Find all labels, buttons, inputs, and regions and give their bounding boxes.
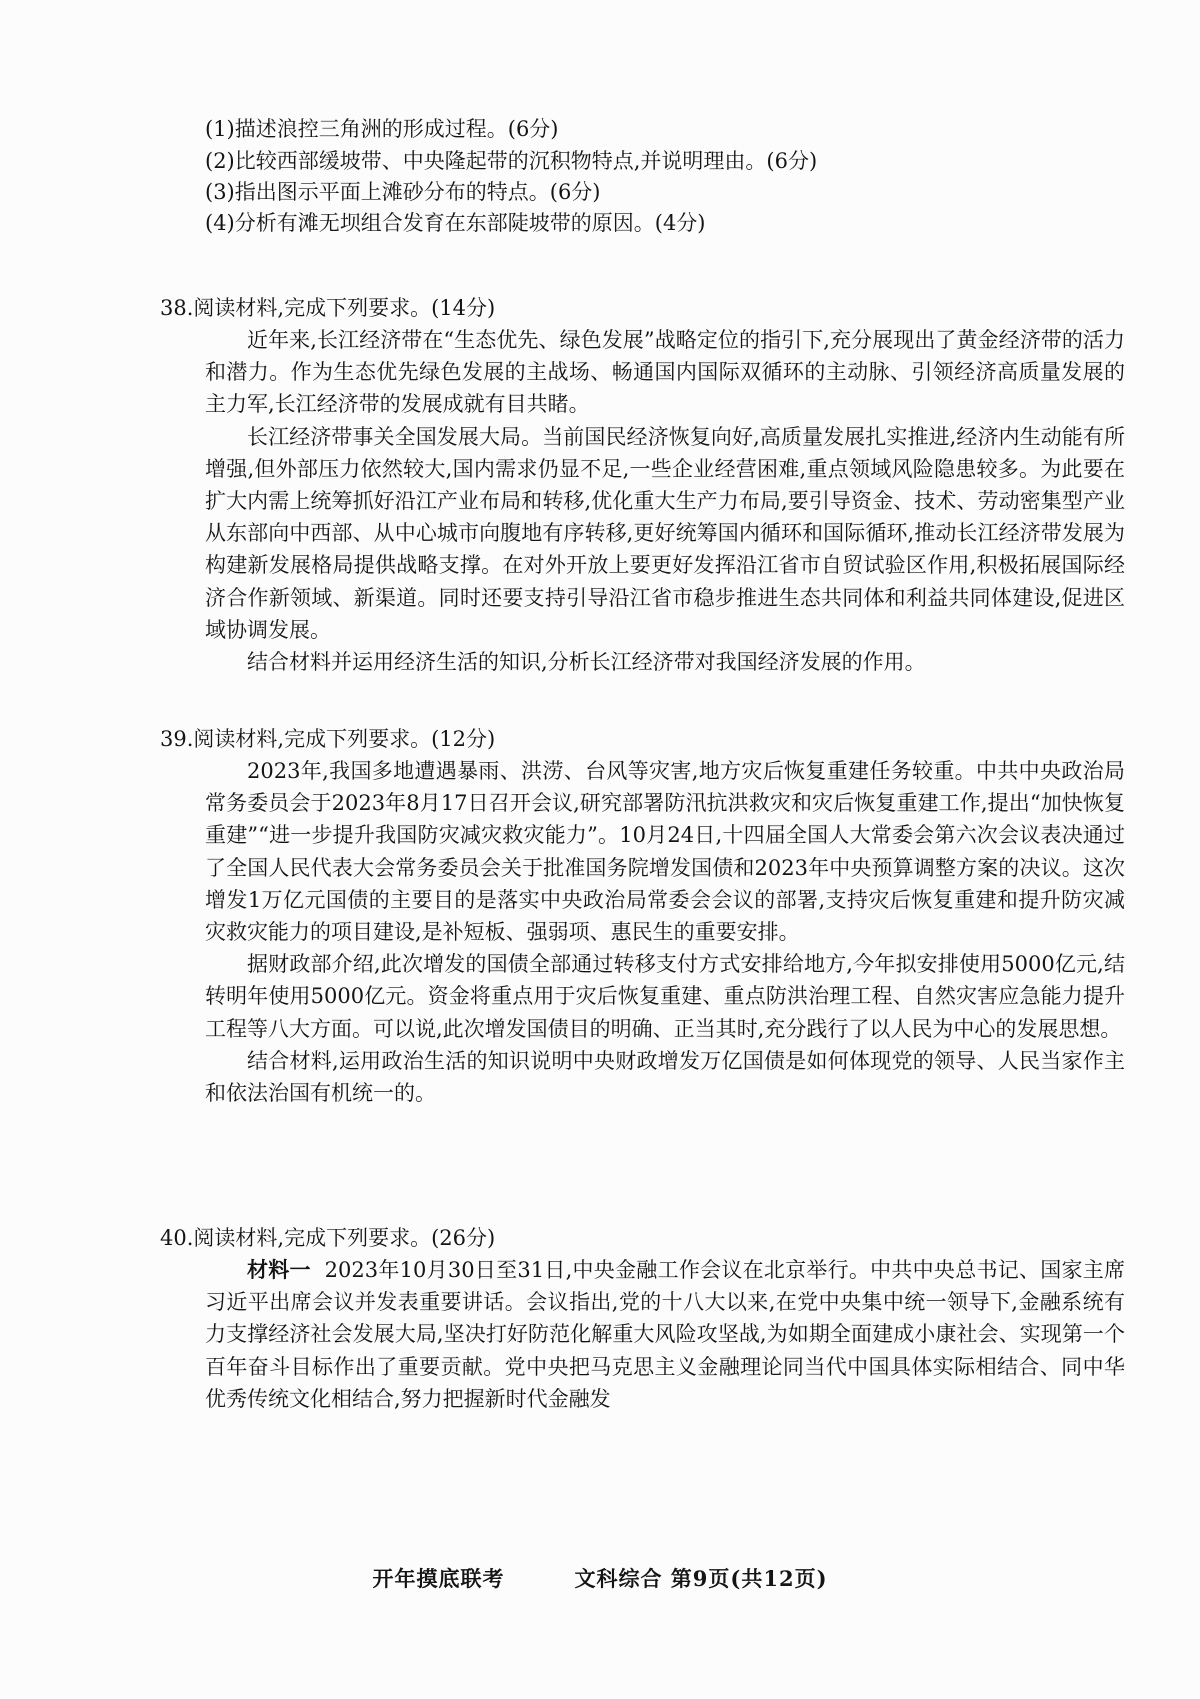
q39-paragraph-1: 2023年,我国多地遭遇暴雨、洪涝、台风等灾害,地方灾后恢复重建任务较重。中共中央政治局常务委员会于2023年8月17日召开会议,研究部署防汛抗洪救灾和灾后恢复重建工作,提出“加快恢复重建”“进一步提升我国防灾减灾救灾能力”。10月24日,十四届全国人大常委会第六次会议表决通过了全国人民代表大会常务委员会关于批准国务院增发国债和2023年中央预算调整方案的决议。这次增发1万亿元国债的主要目的是落实中央政治局常委会会议的部署,支持灾后恢复重建和提升防灾减灾救灾能力的项目建设,是补短板、强弱项、惠民生的重要安排。 xyxy=(205,759,1125,945)
page-footer xyxy=(0,1563,1200,1593)
q38-heading: 38.阅读材料,完成下列要求。(14分) xyxy=(160,296,496,320)
q37-subquestion-3: (3)指出图示平面上滩砂分布的特点。(6分) xyxy=(205,180,601,204)
q40-material-1 xyxy=(205,1254,1125,1415)
q39-paragraph-2: 据财政部介绍,此次增发的国债全部通过转移支付方式安排给地方,今年拟安排使用5000亿元,结转明年使用5000亿元。资金将重点用于灾后恢复重建、重点防洪治理工程、自然灾害应急能力提升工程等八大方面。可以说,此次增发国债目的明确、正当其时,充分践行了以人民为中心的发展思想。 xyxy=(205,952,1125,1041)
q40-heading: 40.阅读材料,完成下列要求。(26分) xyxy=(160,1226,496,1250)
q37-subquestion-2: (2)比较西部缓坡带、中央隆起带的沉积物特点,并说明理由。(6分) xyxy=(205,149,818,173)
q38-material xyxy=(205,324,1125,678)
q38-question: 结合材料并运用经济生活的知识,分析长江经济带对我国经济发展的作用。 xyxy=(247,650,926,675)
q39-question: 结合材料,运用政治生活的知识说明中央财政增发万亿国债是如何体现党的领导、人民当家作主和依法治国有机统一的。 xyxy=(205,1048,1125,1106)
material-label: 材料一 xyxy=(247,1257,311,1282)
q38-paragraph-2: 长江经济带事关全国发展大局。当前国民经济恢复向好,高质量发展扎实推进,经济内生动能有所增强,但外部压力依然较大,国内需求仍显不足,一些企业经营困难,重点领域风险隐患较多。为此要在扩大内需上统筹抓好沿江产业布局和转移,优化重大生产力布局,要引导资金、技术、劳动密集型产业从东部向中西部、从中心城市向腹地有序转移,更好统筹国内循环和国际循环,推动长江经济带发展为构建新发展格局提供战略支撑。在对外开放上要更好发挥沿江省市自贸试验区作用,积极拓展国际经济合作新领域、新渠道。同时还要支持引导沿江省市稳步推进生态共同体和利益共同体建设,促进区域协调发展。 xyxy=(205,424,1125,642)
q37-subquestion-4: (4)分析有滩无坝组合发育在东部陡坡带的原因。(4分) xyxy=(205,211,706,235)
page-number: 第9页(共12页) xyxy=(670,1566,828,1591)
exam-name: 开年摸底联考 xyxy=(372,1566,505,1591)
material-text: 2023年10月30日至31日,中央金融工作会议在北京举行。中共中央总书记、国家主席习近平出席会议并发表重要讲话。会议指出,党的十八大以来,在党中央集中统一领导下,金融系统有力支撑经济社会发展大局,坚决打好防范化解重大风险攻坚战,为如期全面建成小康社会、实现第一个百年奋斗目标作出了重要贡献。党中央把马克思主义金融理论同当代中国具体实际相结合、同中华优秀传统文化相结合,努力把握新时代金融发 xyxy=(205,1258,1126,1411)
q39-material xyxy=(205,755,1125,1109)
q39-heading: 39.阅读材料,完成下列要求。(12分) xyxy=(160,727,496,751)
q40-material xyxy=(205,1254,1125,1415)
q38-paragraph-1: 近年来,长江经济带在“生态优先、绿色发展”战略定位的指引下,充分展现出了黄金经济带的活力和潜力。作为生态优先绿色发展的主战场、畅通国内国际双循环的主动脉、引领经济高质量发展的主力军,长江经济带的发展成就有目共睹。 xyxy=(205,328,1125,417)
subject-name: 文科综合 xyxy=(574,1566,663,1591)
q37-subquestion-1: (1)描述浪控三角洲的形成过程。(6分) xyxy=(205,117,559,141)
